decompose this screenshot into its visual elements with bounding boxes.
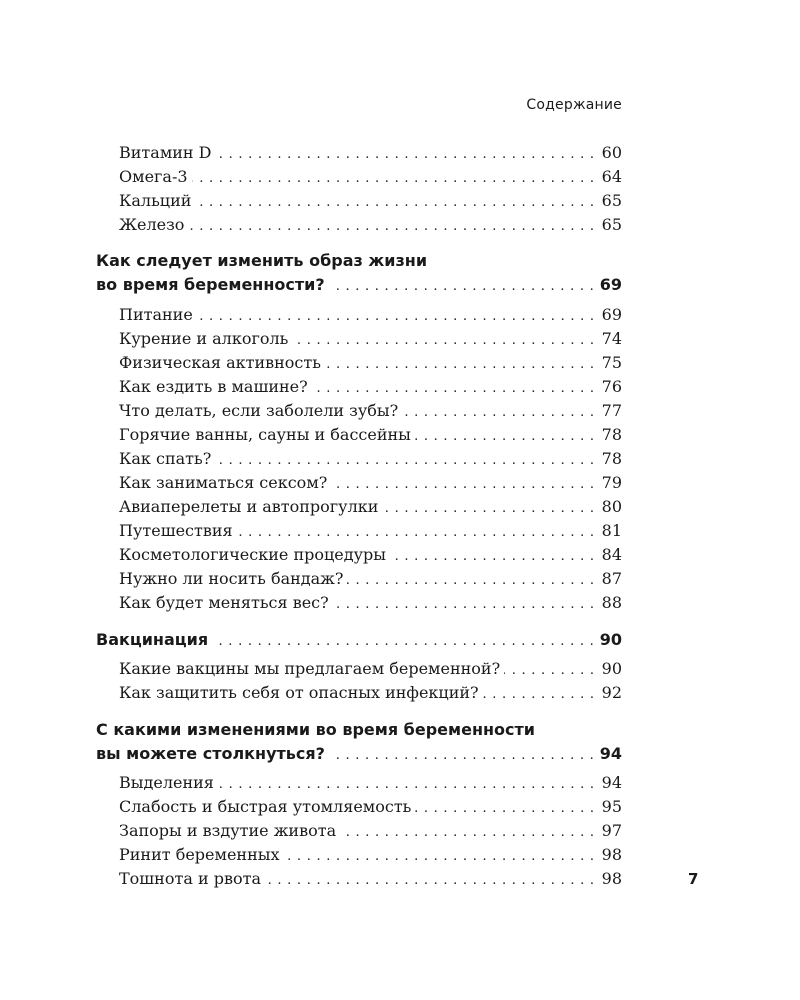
toc-entry-title: Тошнота и рвота [119,869,261,888]
toc-entry-page: 98 [601,869,622,888]
dot-leader [415,429,594,444]
toc-entry-title: Как спать? [119,449,212,468]
toc-entry-page: 76 [601,377,622,396]
toc-entry-page: 87 [601,569,622,588]
dot-leader [333,597,594,612]
toc-entry-page: 60 [601,143,622,162]
toc-entry-title: Железо [119,215,185,234]
toc-entry[interactable] [119,683,622,707]
section-heading-vaccination[interactable] [96,630,622,654]
dot-leader [292,333,594,348]
dot-leader [329,748,594,763]
dot-leader [197,309,594,324]
dot-leader [347,573,594,588]
dot-leader [284,849,594,864]
toc-entry-page: 80 [601,497,622,516]
toc-entry-page: 97 [601,821,622,840]
toc-entry-title: Ринит беременных [119,845,280,864]
section-title: Вакцинация [96,630,209,649]
toc-entry[interactable] [119,545,622,569]
toc-entry-page: 90 [601,659,622,678]
toc-entry-title: Путешествия [119,521,233,540]
dot-leader [325,357,594,372]
toc-entry[interactable] [119,569,622,593]
dot-leader [212,634,594,649]
section-title: вы можете столкнуться? [96,744,325,763]
running-header: Содержание [526,97,622,113]
dot-leader [382,501,594,516]
toc-entry-calcium[interactable] [119,191,622,215]
toc-entry-page: 92 [601,683,622,702]
toc-entry-title: Омега-3 [119,167,188,186]
dot-leader [215,453,594,468]
dot-leader [402,405,594,420]
dot-leader [218,777,594,792]
toc-entry[interactable] [119,425,622,449]
toc-entry[interactable] [119,821,622,845]
toc-entry[interactable] [119,473,622,497]
toc-entry-title: Как заниматься сексом? [119,473,328,492]
toc-entry-title: Какие вакцины мы предлагаем беременной? [119,659,501,678]
toc-entry-page: 64 [601,167,622,186]
dot-leader [265,873,594,888]
toc-entry-title: Горячие ванны, сауны и бассейны [119,425,411,444]
dot-leader [237,525,594,540]
toc-entry-title: Кальций [119,191,192,210]
toc-entry-title: Витамин D [119,143,212,162]
toc-entry-title: Курение и алкоголь [119,329,289,348]
toc-entry-iron[interactable] [119,215,622,239]
toc-entry-page: 75 [601,353,622,372]
dot-leader [331,477,594,492]
dot-leader [216,147,595,162]
toc-entry-vitamin-d[interactable] [119,143,622,167]
toc-entry-page: 94 [601,773,622,792]
toc-entry[interactable] [119,593,622,617]
toc-entry-title: Как ездить в машине? [119,377,308,396]
toc-entry[interactable] [119,401,622,425]
toc-entry[interactable] [119,797,622,821]
toc-entry[interactable] [119,659,622,683]
dot-leader [329,279,594,294]
toc-entry-omega-3[interactable] [119,167,622,191]
toc-entry[interactable] [119,869,622,893]
toc-entry-page: 84 [601,545,622,564]
section-title-changes-line1[interactable]: С какими изменениями во время беременности [96,720,536,739]
toc-entry-page: 79 [601,473,622,492]
section-page: 90 [599,630,622,649]
toc-entry-title: Косметологические процедуры [119,545,386,564]
section-title: во время беременности? [96,275,325,294]
section-title-lifestyle-line1[interactable]: Как следует изменить образ жизни [96,251,428,270]
toc-entry-page: 77 [601,401,622,420]
toc-entry[interactable] [119,329,622,353]
toc-entry-title: Питание [119,305,193,324]
dot-leader [188,219,594,234]
toc-entry[interactable] [119,521,622,545]
toc-entry[interactable] [119,773,622,797]
section-page: 69 [599,275,622,294]
toc-entry-page: 88 [601,593,622,612]
section-heading-changes[interactable] [96,744,622,768]
toc-entry-page: 69 [601,305,622,324]
toc-entry-page: 95 [601,797,622,816]
section-page: 94 [599,744,622,763]
toc-entry-title: Как защитить себя от опасных инфекций? [119,683,479,702]
toc-entry-page: 81 [601,521,622,540]
dot-leader [192,171,594,186]
toc-entry-title: Авиаперелеты и автопрогулки [119,497,379,516]
toc-entry-title: Что делать, если заболели зубы? [119,401,399,420]
toc-entry-page: 98 [601,845,622,864]
dot-leader [312,381,594,396]
dot-leader [340,825,594,840]
dot-leader [195,195,594,210]
toc-entry-title: Слабость и быстрая утомляемость [119,797,412,816]
toc-entry[interactable] [119,305,622,329]
dot-leader [390,549,594,564]
toc-entry[interactable] [119,353,622,377]
toc-entry-page: 78 [601,449,622,468]
page-number: 7 [688,870,699,888]
toc-entry-title: Выделения [119,773,214,792]
toc-entry-page: 65 [601,191,622,210]
toc-entry-title: Запоры и вздутие живота [119,821,337,840]
toc-entry[interactable] [119,845,622,869]
toc-entry-title: Физическая активность [119,353,321,372]
section-heading-lifestyle[interactable] [96,275,622,299]
dot-leader [483,687,594,702]
toc-entry-page: 65 [601,215,622,234]
dot-leader [504,663,594,678]
toc-entry-page: 78 [601,425,622,444]
toc-entry[interactable] [119,497,622,521]
toc-entry-title: Нужно ли носить бандаж? [119,569,344,588]
toc-entry[interactable] [119,449,622,473]
toc-entry-title: Как будет меняться вес? [119,593,329,612]
dot-leader [415,801,594,816]
toc-entry[interactable] [119,377,622,401]
toc-entry-page: 74 [601,329,622,348]
